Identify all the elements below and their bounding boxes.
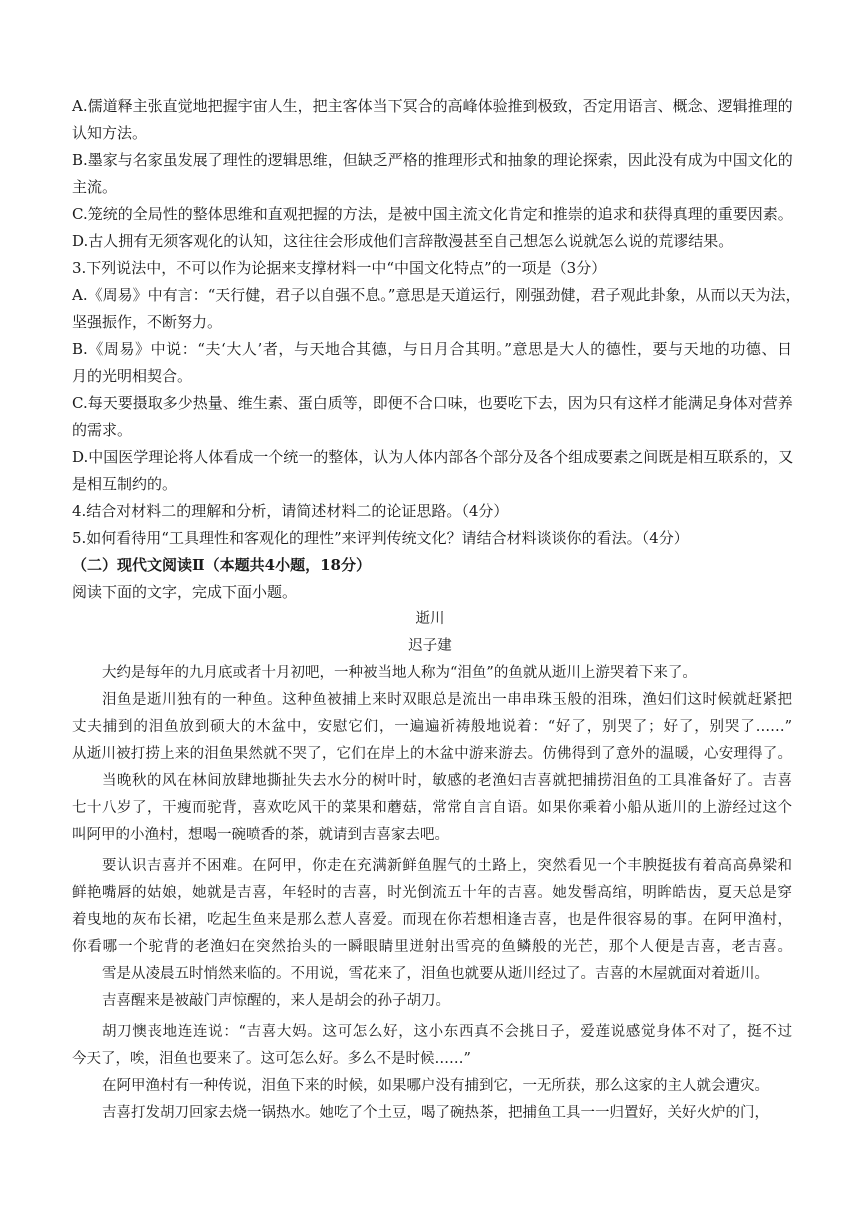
story-p3-line1: 当晚秋的风在林间放肆地撕扯失去水分的树叶时，敏感的老渔妇吉喜就把捕捞泪鱼的工具准备好了。吉喜 <box>102 773 792 789</box>
q2-option-a-line1: A.儒道释主张直觉地把握宇宙人生，把主客体当下冥合的高峰体验推到极致，否定用语言、概念、逻辑推理的 <box>72 97 793 115</box>
q3-option-d-line1: D.中国医学理论将人体看成一个统一的整体，认为人体内部各个部分及各个组成要素之间既是相互联系的，又 <box>72 448 794 466</box>
instruction: 阅读下面的文字，完成下面小题。 <box>72 583 298 601</box>
q2-option-b-line2: 主流。 <box>72 178 118 196</box>
story-p4-line1: 要认识吉喜并不困难。在阿甲，你走在充满新鲜鱼腥气的土路上，突然看见一个丰腴挺拔有着高高鼻梁和 <box>102 858 792 874</box>
q2-option-d: D.古人拥有无须客观化的认知，这往往会形成他们言辞散漫甚至自己想怎么说就怎么说的荒谬结果。 <box>72 232 734 250</box>
q2-option-a-line2: 认知方法。 <box>72 124 148 142</box>
story-p4-line4: 你看哪一个驼背的老渔妇在突然抬头的一瞬眼睛里迸射出雪亮的鱼鳞般的光芒，那个人便是吉喜，老吉喜。 <box>72 939 792 955</box>
story-p9: 吉喜打发胡刀回家去烧一锅热水。她吃了个土豆，喝了碗热茶，把捕鱼工具一一归置好，关好火炉的门， <box>102 1105 769 1121</box>
story-p4-line3: 着曳地的灰布长裙，吃起生鱼来是那么惹人喜爱。而现在你若想相逢吉喜，也是件很容易的事。在阿甲渔村， <box>72 912 792 928</box>
story-p4-line2: 鲜艳嘴唇的姑娘，她就是吉喜，年轻时的吉喜，时光倒流五十年的吉喜。她发髻高绾，明眸皓齿，夏天总是穿 <box>72 885 792 901</box>
story-p7-line2: 今天了，唉，泪鱼也要来了。这可怎么好。多么不是时候……” <box>72 1051 471 1067</box>
q3-option-a-line2: 坚强振作，不断努力。 <box>72 313 223 331</box>
q3-option-d-line2: 是相互制约的。 <box>72 475 178 493</box>
q4: 4.结合对材料二的理解和分析，请简述材料二的论证思路。（4分） <box>72 502 509 520</box>
story-p5: 雪是从凌晨五时悄然来临的。不用说，雪花来了，泪鱼也就要从逝川经过了。吉喜的木屋就面对着逝川。 <box>102 966 769 982</box>
story-title: 逝川 <box>415 611 445 627</box>
q5: 5.如何看待用“工具理性和客观化的理性”来评判传统文化？请结合材料谈谈你的看法。（4分） <box>72 529 689 547</box>
story-p2-line3: 从逝川被打捞上来的泪鱼果然就不哭了，它们在岸上的木盆中游来游去。仿佛得到了意外的温暖，心安理得了。 <box>72 746 792 762</box>
story-p8: 在阿甲渔村有一种传说，泪鱼下来的时候，如果哪户没有捕到它，一无所获，那么这家的主人就会遭灾。 <box>102 1078 769 1094</box>
story-p7-line1: 胡刀懊丧地连连说：“吉喜大妈。这可怎么好，这小东西真不会挑日子，爱莲说感觉身体不对了，挺不过 <box>102 1024 792 1040</box>
story-p6: 吉喜醒来是被敲门声惊醒的，来人是胡会的孙子胡刀。 <box>102 993 450 1009</box>
story-p2-line1: 泪鱼是逝川独有的一种鱼。这种鱼被捕上来时双眼总是流出一串串珠玉般的泪珠，渔妇们这时候就赶紧把 <box>102 692 792 708</box>
section-heading: （二）现代文阅读Ⅱ（本题共4小题，18分） <box>72 556 371 574</box>
q2-option-c: C.笼统的全局性的整体思维和直观把握的方法，是被中国主流文化肯定和推崇的追求和获得真理的重要因素。 <box>72 205 793 223</box>
story-p1: 大约是每年的九月底或者十月初吧，一种被当地人称为“泪鱼”的鱼就从逝川上游哭着下来了。 <box>102 665 697 681</box>
q3-option-b-line2: 月的光明相契合。 <box>72 367 193 385</box>
story-p3-line2: 七十八岁了，干瘦而驼背，喜欢吃风干的菜果和蘑菇，常常自言自语。如果你乘着小船从逝川的上游经过这个 <box>72 800 792 816</box>
q3-option-b-line1: B.《周易》中说：“夫‘大人’者，与天地合其德，与日月合其明。”意思是大人的德性，要与天地的功德、日 <box>72 340 792 358</box>
story-author: 迟子建 <box>408 638 452 654</box>
q3-option-c-line1: C.每天要摄取多少热量、维生素、蛋白质等，即便不合口味，也要吃下去，因为只有这样才能满足身体对营养 <box>72 394 793 412</box>
q2-option-b-line1: B.墨家与名家虽发展了理性的逻辑思维，但缺乏严格的推理形式和抽象的理论探索，因此没有成为中国文化的 <box>72 151 793 169</box>
story-p3-line3: 叫阿甲的小渔村，想喝一碗喷香的茶，就请到吉喜家去吧。 <box>72 827 449 843</box>
q3-option-c-line2: 的需求。 <box>72 421 133 439</box>
q3-stem: 3.下列说法中，不可以作为论据来支撑材料一中“中国文化特点”的一项是（3分） <box>72 259 607 277</box>
story-p2-line2: 丈夫捕到的泪鱼放到硕大的木盆中，安慰它们，一遍遍祈祷般地说着：“好了，别哭了；好了，别哭了……” <box>72 719 792 735</box>
q3-option-a-line1: A.《周易》中有言：“天行健，君子以自强不息。”意思是天道运行，刚强劲健，君子观此卦象，从而以天为法， <box>72 286 801 304</box>
